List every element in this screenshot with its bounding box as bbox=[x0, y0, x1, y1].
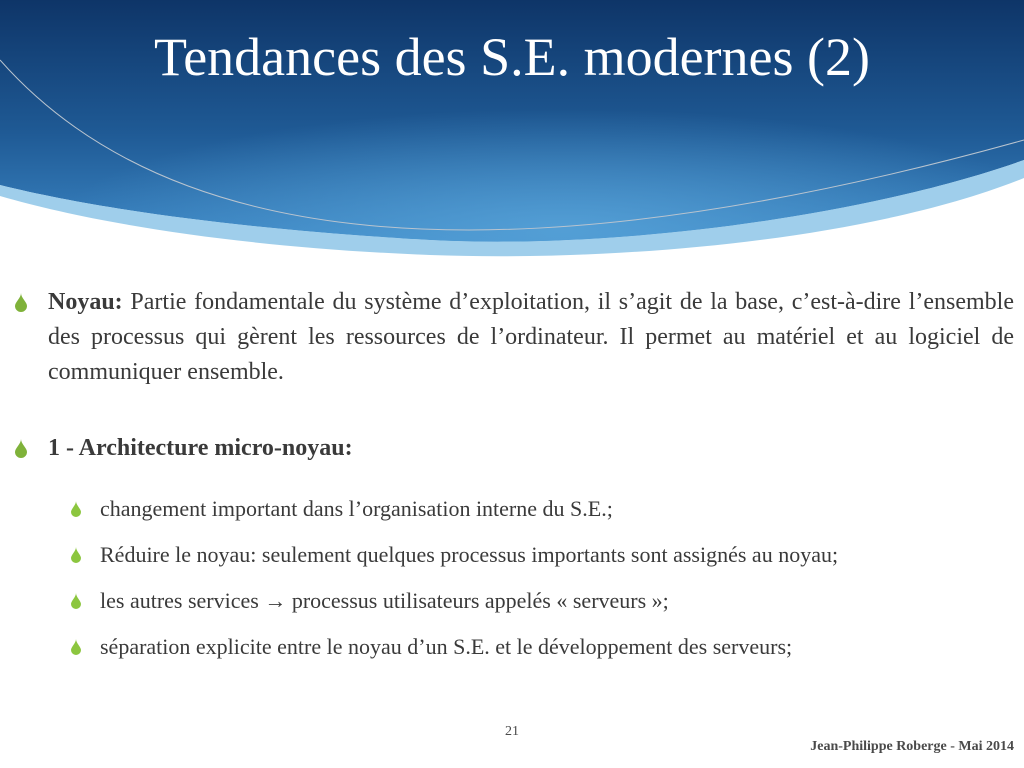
sub-bullet bbox=[70, 586, 1010, 616]
droplet-icon bbox=[70, 501, 82, 517]
sub-bullet bbox=[70, 540, 1010, 570]
droplet-icon bbox=[14, 293, 28, 312]
droplet-icon bbox=[14, 439, 28, 458]
footer-author-date: Jean-Philippe Roberge - Mai 2014 bbox=[810, 739, 1014, 754]
noyau-description: Partie fondamentale du système d’exploitation, il s’agit de la base, c’est-à-dire l’ensemble des processus qui gèrent les ressources de l’ordinateur. Il permet au matériel et au logiciel de communiquer ensemble. bbox=[48, 289, 1014, 385]
sub-bullet-text: changement important dans l’organisation interne du S.E.; bbox=[100, 496, 613, 521]
noyau-label: Noyau: bbox=[48, 289, 123, 315]
droplet-icon bbox=[70, 547, 82, 563]
sub-bullet-text: Réduire le noyau: seulement quelques processus importants sont assignés au noyau; bbox=[100, 542, 839, 567]
droplet-icon bbox=[70, 639, 82, 655]
sub-bullet bbox=[70, 632, 1010, 662]
architecture-label: 1 - Architecture micro-noyau: bbox=[48, 435, 353, 461]
page-number: 21 bbox=[505, 724, 519, 739]
slide-title: Tendances des S.E. modernes (2) bbox=[153, 27, 870, 87]
sub-bullet bbox=[70, 494, 1010, 524]
bullet-architecture bbox=[14, 431, 1014, 466]
droplet-icon bbox=[70, 593, 82, 609]
bullet-noyau bbox=[14, 285, 1014, 390]
sub-bullet-text: séparation explicite entre le noyau d’un S.E. et le développement des serveurs; bbox=[100, 634, 793, 659]
sub-bullet-text: les autres services → processus utilisateurs appelés « serveurs »; bbox=[100, 588, 669, 613]
bullet-noyau-text bbox=[48, 285, 1014, 390]
